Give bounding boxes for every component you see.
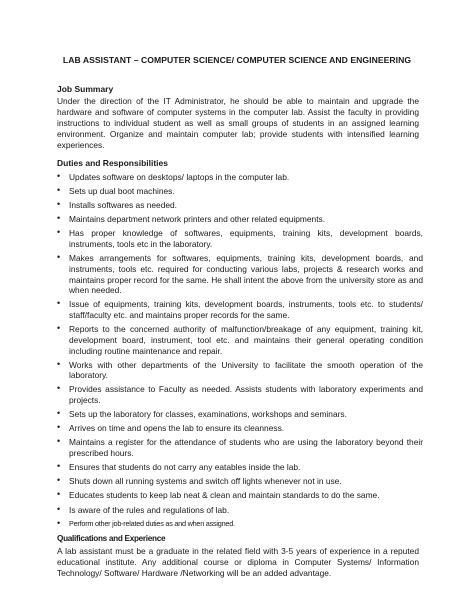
bullet-icon: • [57,213,61,224]
list-item: • Issue of equipments, training kits, development boards, instruments, tools etc. to students/ staff/faculty etc. and maintains proper records for the same. [57,298,423,321]
bullet-icon: • [57,475,61,486]
list-item: • Works with other departments of the University to facilitate the smooth operation of the laboratory. [57,358,423,381]
list-item: • Installs softwares as needed. [57,199,178,211]
list-item: • Is aware of the rules and regulations of lab. [57,503,230,515]
list-item: • Perform other job-related duties as and when assigned. [57,517,235,528]
bullet-icon: • [57,298,61,309]
list-item: • Makes arrangements for softwares, equipments, training kits, development boards, and instruments, tools etc. required for conducting various labs, projects & research works and maintains proper record for the same. He shall intent the above from the university store as and when needed. [57,252,423,296]
duties-heading: Duties and Responsibilities [57,158,168,168]
duties-list [57,172,423,533]
bullet-icon: • [57,358,61,369]
list-item: • Provides assistance to Faculty as needed. Assists students with laboratory experiments and projects. [57,383,423,406]
job-summary-heading: Job Summary [57,84,114,94]
bullet-icon: • [57,199,61,210]
list-item: • Sets up the laboratory for classes, examinations, workshops and seminars. [57,408,347,420]
bullet-icon: • [57,422,61,433]
bullet-icon: • [57,323,61,334]
qualifications-text: A lab assistant must be a graduate in the related field with 3-5 years of experience in a reputed educational institute. Any additional course or diploma in Computer Systems/ Information Technology/ Software/ Hardware /Networking will be an added advantage. [57,546,419,578]
list-item: • Shuts down all running systems and switch off lights whenever not in use. [57,475,342,487]
list-item: • Has proper knowledge of softwares, equipments, training kits, development boards, instruments, tools etc in the laboratory. [57,227,423,250]
bullet-icon: • [57,436,61,447]
bullet-icon: • [57,489,61,500]
bullet-icon: • [57,408,61,419]
job-summary-text: Under the direction of the IT Administrator, he should be able to maintain and upgrade the hardware and software of computer systems in the computer lab. Assist the faculty in providing instructions to individual student as well as small groups of students in an assigned learning environment. Organize and maintain computer lab; provide students with intensified learning experiences. [57,96,419,150]
list-item: • Reports to the concerned authority of malfunction/breakage of any equipment, training kit, development board, instrument, tool etc. and maintains their general operating condition including routine maintenance and repair. [57,323,423,356]
bullet-icon: • [57,383,61,394]
bullet-icon: • [57,227,61,238]
bullet-icon: • [57,461,61,472]
bullet-icon: • [57,517,60,528]
list-item: • Educates students to keep lab neat & clean and maintain standards to do the same. [57,489,380,501]
list-item: • Sets up dual boot machines. [57,185,175,197]
qualifications-heading: Qualifications and Experience [57,534,166,543]
bullet-icon: • [57,252,61,263]
list-item: • Updates software on desktops/ laptops in the computer lab. [57,171,290,182]
list-item: • Maintains a register for the attendance of students who are using the laboratory beyond their prescribed hours. [57,436,423,459]
list-item: • Arrives on time and opens the lab to ensure its cleanness. [57,422,285,434]
document-title: LAB ASSISTANT – COMPUTER SCIENCE/ COMPUTER SCIENCE AND ENGINEERING [62,55,412,65]
list-item: • Ensures that students do not carry any eatables inside the lab. [57,461,301,473]
bullet-icon: • [57,185,61,196]
bullet-icon: • [57,171,61,181]
bullet-icon: • [57,503,61,514]
list-item: • Maintains department network printers and other related equipments. [57,213,326,225]
